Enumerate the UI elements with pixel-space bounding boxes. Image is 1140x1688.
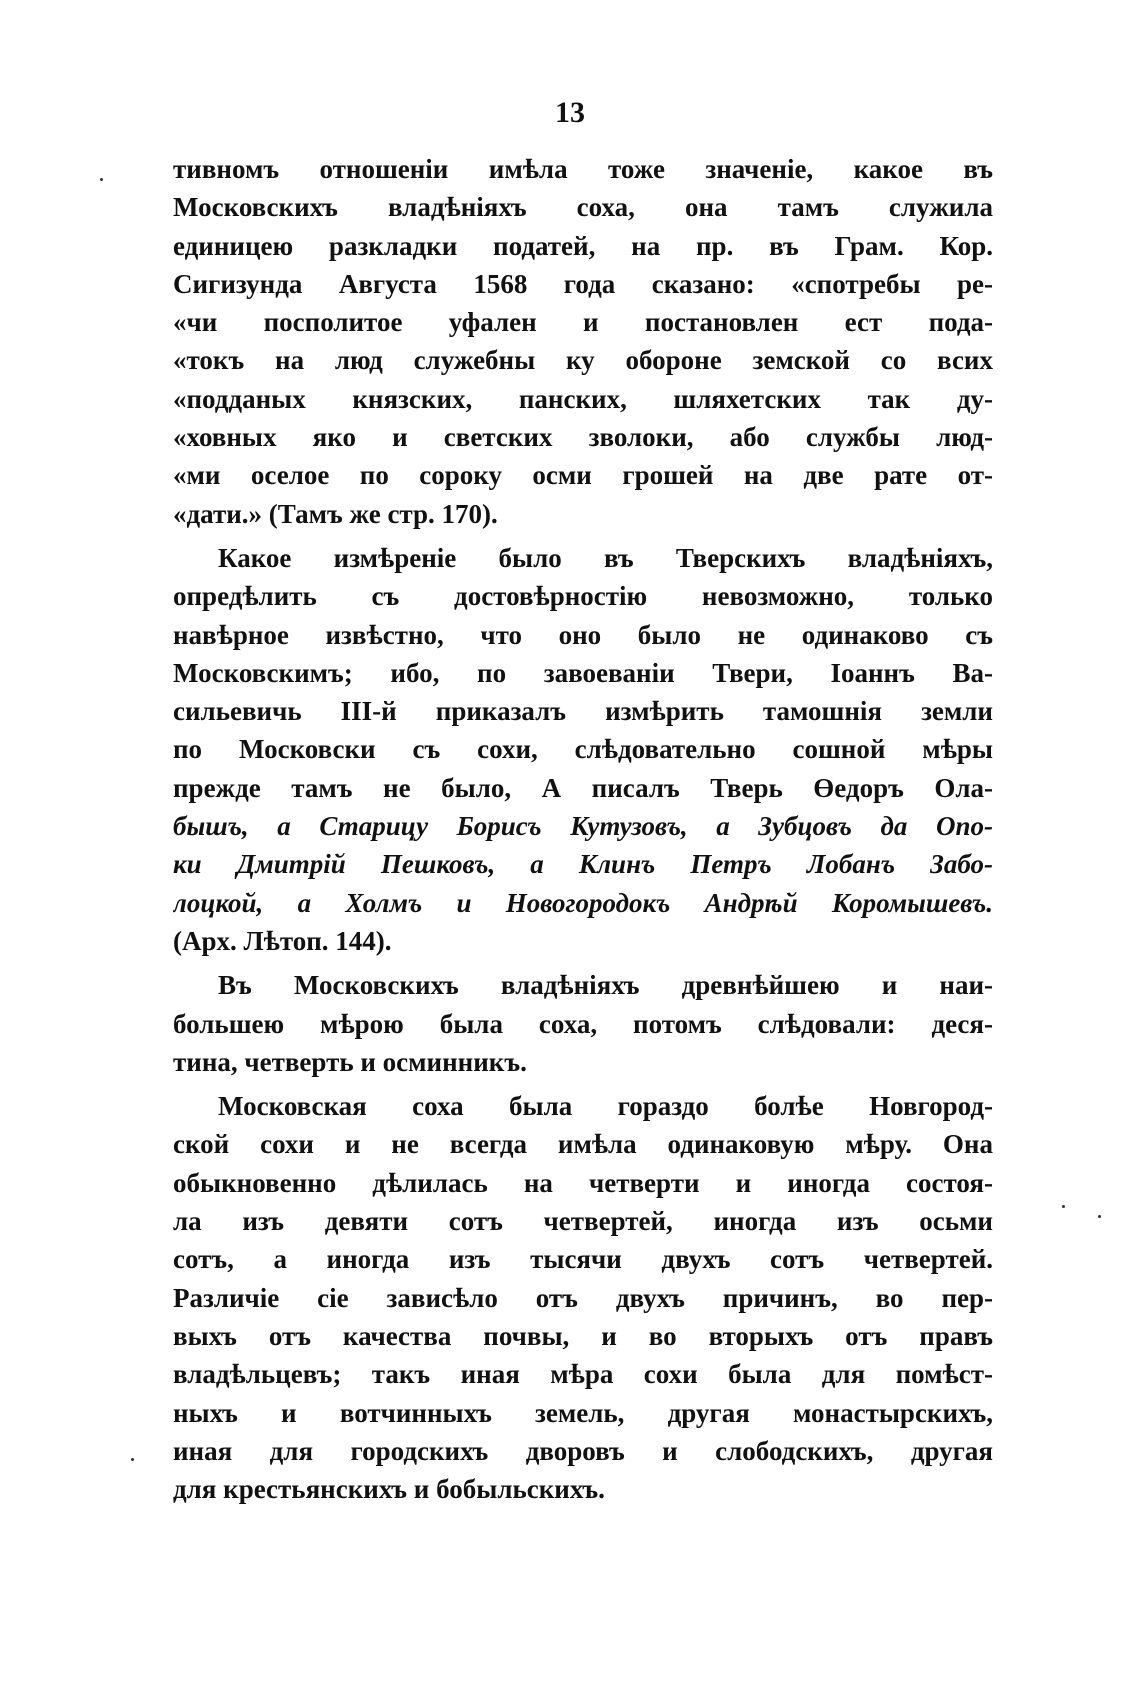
paragraph-4 — [173, 1087, 993, 1508]
text-line: «подданых князских, панских, шляхетских так ду- — [173, 383, 993, 414]
text-line: иная для городскихъ дворовъ и слободскихъ, другая — [173, 1435, 993, 1466]
text-line: прежде тамъ не было, А писалъ Тверь Өедоръ Ола- — [173, 772, 993, 803]
scan-speck — [1098, 1215, 1101, 1218]
body-text — [173, 150, 993, 1508]
text-line: ской сохи и не всегда имѣла одинаковую мѣру. Она — [173, 1129, 993, 1160]
text-line-italic: лоцкой, а Холмъ и Новогородокъ Андрѣй Коромышевъ. — [173, 887, 993, 918]
text-line: Московская соха была гораздо болѣе Новгород- — [218, 1091, 993, 1122]
text-line: «дати.» (Тамъ же стр. 170). — [173, 498, 498, 529]
text-line: Сигизунда Августа 1568 года сказано: «спотребы ре- — [173, 268, 993, 299]
text-line: опредѣлить съ достовѣрностію невозможно, только — [173, 581, 993, 612]
text-line: Различіе сіе зависѣло отъ двухъ причинъ, во пер- — [173, 1282, 993, 1313]
text-line: обыкновенно дѣлилась на четверти и иногда состоя- — [173, 1167, 993, 1198]
text-line: сотъ, а иногда изъ тысячи двухъ сотъ четвертей. — [173, 1244, 993, 1275]
scan-speck — [100, 178, 103, 181]
text-line: Въ Московскихъ владѣніяхъ древнѣйшею и наи- — [218, 970, 993, 1001]
text-line: по Московски съ сохи, слѣдовательно сошной мѣры — [173, 734, 993, 765]
text-line: сильевичь III-й приказалъ измѣрить тамошнія земли — [173, 696, 993, 727]
text-line: большею мѣрою была соха, потомъ слѣдовали: деся- — [173, 1008, 993, 1039]
text-line: владѣльцевъ; такъ иная мѣра сохи была для помѣст- — [173, 1359, 993, 1390]
text-line: «ховных яко и светских зволоки, або службы люд- — [173, 422, 993, 453]
text-line: ла изъ девяти сотъ четвертей, иногда изъ осьми — [173, 1206, 993, 1237]
text-line-italic: ки Дмитрій Пешковъ, а Клинъ Петръ Лобанъ Забо- — [173, 849, 993, 880]
text-line: ныхъ и вотчинныхъ земель, другая монастырскихъ, — [173, 1397, 993, 1428]
text-line: выхъ отъ качества почвы, и во вторыхъ отъ правъ — [173, 1320, 993, 1351]
scan-speck — [131, 1458, 134, 1461]
text-line: «токъ на люд служебны ку обороне земской со всих — [173, 345, 993, 376]
text-line: навѣрное извѣстно, что оно было не одинаково съ — [173, 619, 993, 650]
scan-speck — [1062, 1205, 1065, 1208]
page-number: 13 — [555, 96, 585, 129]
paragraph-1 — [173, 150, 993, 533]
text-line: тивномъ отношеніи имѣла тоже значеніе, какое въ — [173, 154, 993, 184]
text-line: Московскихъ владѣніяхъ соха, она тамъ служила — [173, 192, 993, 223]
text-line: для крестьянскихъ и бобыльскихъ. — [173, 1474, 605, 1505]
text-line: тина, четверть и осминникъ. — [173, 1046, 527, 1077]
paragraph-3 — [173, 966, 993, 1081]
text-line-italic: бышъ, а Старицу Борисъ Кутузовъ, а Зубцовъ да Опо- — [173, 811, 993, 842]
text-line: Московскимъ; ибо, по завоеваніи Твери, Іоаннъ Ва- — [173, 657, 993, 688]
paragraph-2 — [173, 539, 993, 960]
text-line: (Арх. Лѣтоп. 144). — [173, 925, 392, 956]
text-line: единицею разкладки податей, на пр. въ Грам. Кор. — [173, 230, 993, 261]
text-line: «ми оселое по сороку осми грошей на две рате от- — [173, 460, 993, 491]
text-line: «чи посполитое уфален и постановлен ест пода- — [173, 307, 993, 338]
text-line: Какое измѣреніе было въ Тверскихъ владѣніяхъ, — [218, 542, 993, 573]
